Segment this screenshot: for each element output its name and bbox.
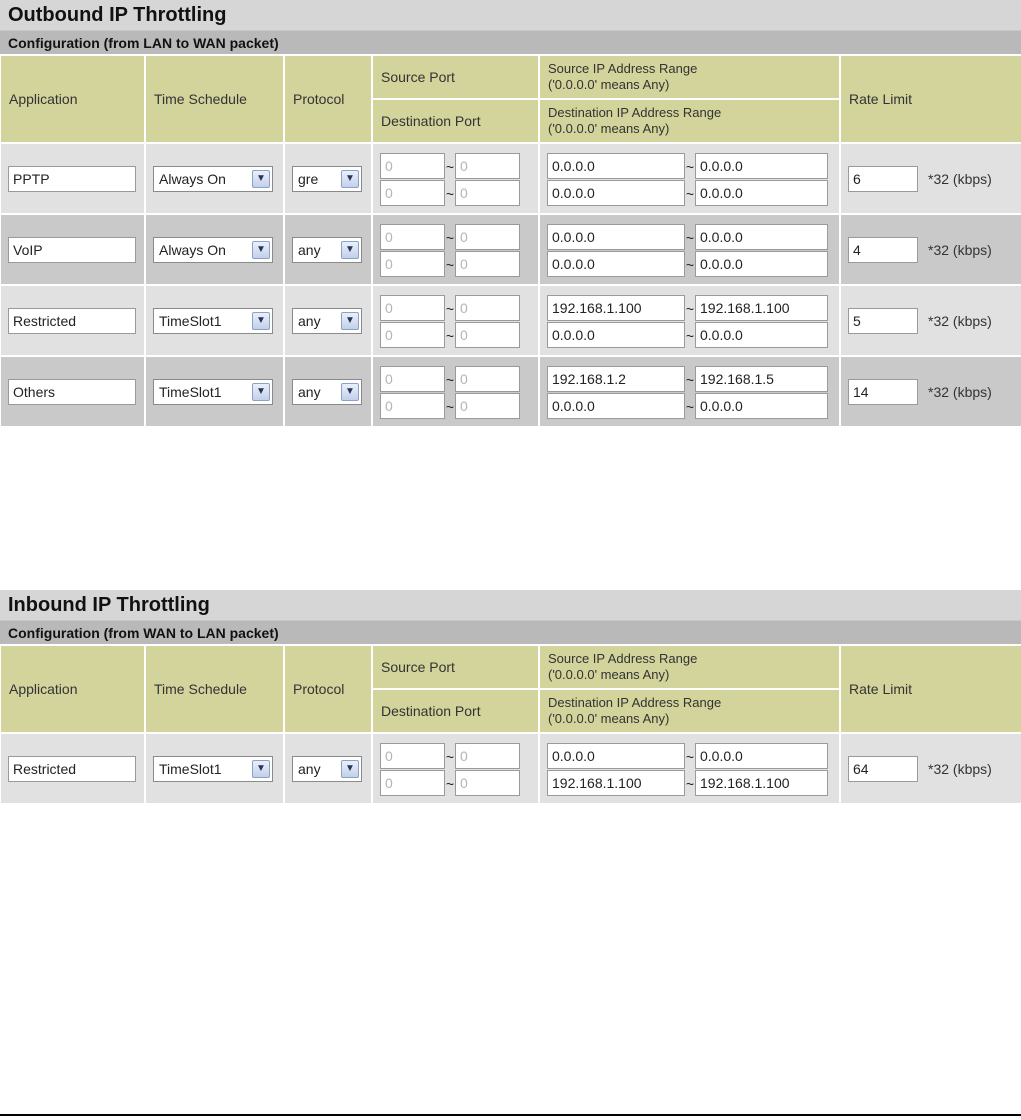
rate-limit-input[interactable]: 64 [848,756,918,782]
time-schedule-select[interactable] [153,756,273,782]
source-ip-from-input[interactable]: 0.0.0.0 [547,743,685,769]
protocol-select-value: any [298,241,321,258]
header-source-port: Source Port [373,646,538,690]
source-port-from-input[interactable]: 0 [380,366,445,392]
table-row [1,732,1021,769]
header-any-note: ('0.0.0.0' means Any) [548,667,670,682]
protocol-cell [285,142,371,213]
source-port-to-input[interactable]: 0 [455,366,520,392]
range-separator: ~ [445,186,455,203]
source-ip-from-input[interactable]: 192.168.1.2 [547,366,685,392]
rate-unit: *32 (kbps) [928,241,992,258]
source-ip-to-input[interactable]: 192.168.1.5 [695,366,828,392]
source-port-cell [373,732,538,769]
destination-port-from-input[interactable]: 0 [380,180,445,206]
protocol-select-value: any [298,383,321,400]
source-port-to-input[interactable]: 0 [455,295,520,321]
header-source-ip-range [540,646,839,690]
rate-unit: *32 (kbps) [928,760,992,777]
source-ip-to-input[interactable]: 0.0.0.0 [695,153,828,179]
range-separator: ~ [445,159,455,176]
source-ip-cell [540,213,839,250]
rate-limit-cell [841,213,1021,284]
destination-port-to-input[interactable]: 0 [455,251,520,277]
range-separator: ~ [445,301,455,318]
protocol-select[interactable] [292,756,362,782]
destination-port-to-input[interactable]: 0 [455,393,520,419]
source-port-to-input[interactable]: 0 [455,224,520,250]
application-input[interactable]: Restricted [8,308,136,334]
destination-ip-from-input[interactable]: 0.0.0.0 [547,251,685,277]
source-ip-from-input[interactable]: 0.0.0.0 [547,224,685,250]
destination-ip-to-input[interactable]: 0.0.0.0 [695,322,828,348]
destination-port-cell [373,250,538,284]
time-schedule-select-value: TimeSlot1 [159,383,222,400]
destination-port-cell [373,321,538,355]
range-separator: ~ [685,186,695,203]
range-separator: ~ [685,230,695,247]
outbound-section [0,0,1021,426]
protocol-cell [285,213,371,284]
range-separator: ~ [685,328,695,345]
destination-port-to-input[interactable]: 0 [455,770,520,796]
table-row [1,213,1021,250]
time-schedule-select-value: TimeSlot1 [159,312,222,329]
source-port-to-input[interactable]: 0 [455,743,520,769]
header-rate-limit: Rate Limit [841,56,1021,142]
destination-port-cell [373,392,538,426]
time-schedule-cell [146,284,283,355]
outbound-header [1,56,1021,142]
destination-ip-to-input[interactable]: 0.0.0.0 [695,180,828,206]
inbound-subtitle: Configuration (from WAN to LAN packet) [0,621,1021,646]
header-time-schedule: Time Schedule [146,56,283,142]
rate-limit-cell [841,284,1021,355]
source-ip-from-input[interactable]: 0.0.0.0 [547,153,685,179]
destination-ip-from-input[interactable]: 192.168.1.100 [547,770,685,796]
header-source-ip-range [540,56,839,100]
time-schedule-cell [146,213,283,284]
source-port-from-input[interactable]: 0 [380,295,445,321]
range-separator: ~ [685,749,695,766]
source-port-from-input[interactable]: 0 [380,743,445,769]
application-input[interactable]: VoIP [8,237,136,263]
destination-port-from-input[interactable]: 0 [380,393,445,419]
chevron-down-icon: ▼ [341,170,359,188]
source-port-from-input[interactable]: 0 [380,224,445,250]
header-destination-port: Destination Port [373,690,538,732]
inbound-rows [1,732,1021,803]
outbound-title: Outbound IP Throttling [0,0,1021,31]
source-port-from-input[interactable]: 0 [380,153,445,179]
source-ip-cell [540,284,839,321]
outbound-rows [1,142,1021,426]
inbound-section [0,590,1021,803]
protocol-cell [285,732,371,803]
range-separator: ~ [445,399,455,416]
time-schedule-select[interactable] [153,237,273,263]
source-port-to-input[interactable]: 0 [455,153,520,179]
destination-ip-cell [540,321,839,355]
protocol-select[interactable] [292,379,362,405]
chevron-down-icon: ▼ [252,312,270,330]
time-schedule-cell [146,142,283,213]
protocol-select-value: gre [298,170,319,187]
protocol-select-value: any [298,312,321,329]
protocol-cell [285,284,371,355]
source-port-cell [373,284,538,321]
header-destination-ip-label: Destination IP Address Range [548,105,722,120]
time-schedule-cell [146,355,283,426]
range-separator: ~ [445,230,455,247]
chevron-down-icon: ▼ [252,170,270,188]
source-ip-cell [540,142,839,179]
destination-port-to-input[interactable]: 0 [455,180,520,206]
inbound-table [0,646,1021,803]
source-ip-to-input[interactable]: 0.0.0.0 [695,743,828,769]
chevron-down-icon: ▼ [341,383,359,401]
outbound-subtitle: Configuration (from LAN to WAN packet) [0,31,1021,56]
destination-ip-cell [540,392,839,426]
rate-limit-cell [841,355,1021,426]
application-cell [1,213,144,284]
rate-unit: *32 (kbps) [928,312,992,329]
protocol-select-value: any [298,760,321,777]
header-protocol: Protocol [285,646,371,732]
header-any-note: ('0.0.0.0' means Any) [548,77,670,92]
chevron-down-icon: ▼ [252,383,270,401]
time-schedule-select[interactable] [153,308,273,334]
time-schedule-select[interactable] [153,166,273,192]
range-separator: ~ [445,328,455,345]
rate-unit: *32 (kbps) [928,383,992,400]
header-source-ip-label: Source IP Address Range [548,61,698,76]
header-any-note: ('0.0.0.0' means Any) [548,121,670,136]
footer-rule [0,1114,1021,1116]
header-rate-limit: Rate Limit [841,646,1021,732]
rate-limit-input[interactable]: 5 [848,308,918,334]
header-destination-ip-label: Destination IP Address Range [548,695,722,710]
header-destination-port: Destination Port [373,100,538,142]
header-protocol: Protocol [285,56,371,142]
inbound-title: Inbound IP Throttling [0,590,1021,621]
rate-unit: *32 (kbps) [928,170,992,187]
destination-ip-to-input[interactable]: 192.168.1.100 [695,770,828,796]
application-input[interactable]: PPTP [8,166,136,192]
source-port-cell [373,213,538,250]
destination-port-to-input[interactable]: 0 [455,322,520,348]
header-destination-ip-range [540,690,839,732]
header-source-ip-label: Source IP Address Range [548,651,698,666]
destination-ip-cell [540,250,839,284]
chevron-down-icon: ▼ [341,312,359,330]
destination-ip-to-input[interactable]: 0.0.0.0 [695,393,828,419]
chevron-down-icon: ▼ [341,760,359,778]
header-application: Application [1,646,144,732]
header-any-note: ('0.0.0.0' means Any) [548,711,670,726]
destination-ip-from-input[interactable]: 0.0.0.0 [547,393,685,419]
chevron-down-icon: ▼ [341,241,359,259]
time-schedule-cell [146,732,283,803]
table-row [1,355,1021,392]
chevron-down-icon: ▼ [252,760,270,778]
table-row [1,142,1021,179]
time-schedule-select[interactable] [153,379,273,405]
range-separator: ~ [685,301,695,318]
rate-limit-input[interactable]: 4 [848,237,918,263]
chevron-down-icon: ▼ [252,241,270,259]
application-cell [1,142,144,213]
range-separator: ~ [685,399,695,416]
protocol-select[interactable] [292,308,362,334]
source-port-cell [373,142,538,179]
inbound-header [1,646,1021,732]
destination-port-from-input[interactable]: 0 [380,251,445,277]
header-time-schedule: Time Schedule [146,646,283,732]
rate-limit-input[interactable]: 6 [848,166,918,192]
destination-ip-to-input[interactable]: 0.0.0.0 [695,251,828,277]
destination-port-cell [373,769,538,803]
time-schedule-select-value: TimeSlot1 [159,760,222,777]
protocol-select[interactable] [292,237,362,263]
range-separator: ~ [685,257,695,274]
protocol-select[interactable] [292,166,362,192]
application-input[interactable]: Restricted [8,756,136,782]
header-application: Application [1,56,144,142]
range-separator: ~ [685,159,695,176]
destination-ip-from-input[interactable]: 0.0.0.0 [547,322,685,348]
destination-ip-cell [540,179,839,213]
application-cell [1,732,144,803]
source-ip-cell [540,732,839,769]
destination-port-cell [373,179,538,213]
application-input[interactable]: Others [8,379,136,405]
header-destination-ip-range [540,100,839,142]
destination-ip-from-input[interactable]: 0.0.0.0 [547,180,685,206]
range-separator: ~ [445,372,455,389]
range-separator: ~ [445,749,455,766]
source-ip-from-input[interactable]: 192.168.1.100 [547,295,685,321]
table-row [1,284,1021,321]
destination-ip-cell [540,769,839,803]
destination-port-from-input[interactable]: 0 [380,770,445,796]
rate-limit-input[interactable]: 14 [848,379,918,405]
destination-port-from-input[interactable]: 0 [380,322,445,348]
application-cell [1,355,144,426]
time-schedule-select-value: Always On [159,170,226,187]
range-separator: ~ [685,776,695,793]
range-separator: ~ [685,372,695,389]
rate-limit-cell [841,732,1021,803]
outbound-table [0,56,1021,426]
source-ip-to-input[interactable]: 192.168.1.100 [695,295,828,321]
source-ip-to-input[interactable]: 0.0.0.0 [695,224,828,250]
application-cell [1,284,144,355]
header-source-port: Source Port [373,56,538,100]
protocol-cell [285,355,371,426]
range-separator: ~ [445,257,455,274]
source-ip-cell [540,355,839,392]
time-schedule-select-value: Always On [159,241,226,258]
rate-limit-cell [841,142,1021,213]
range-separator: ~ [445,776,455,793]
source-port-cell [373,355,538,392]
